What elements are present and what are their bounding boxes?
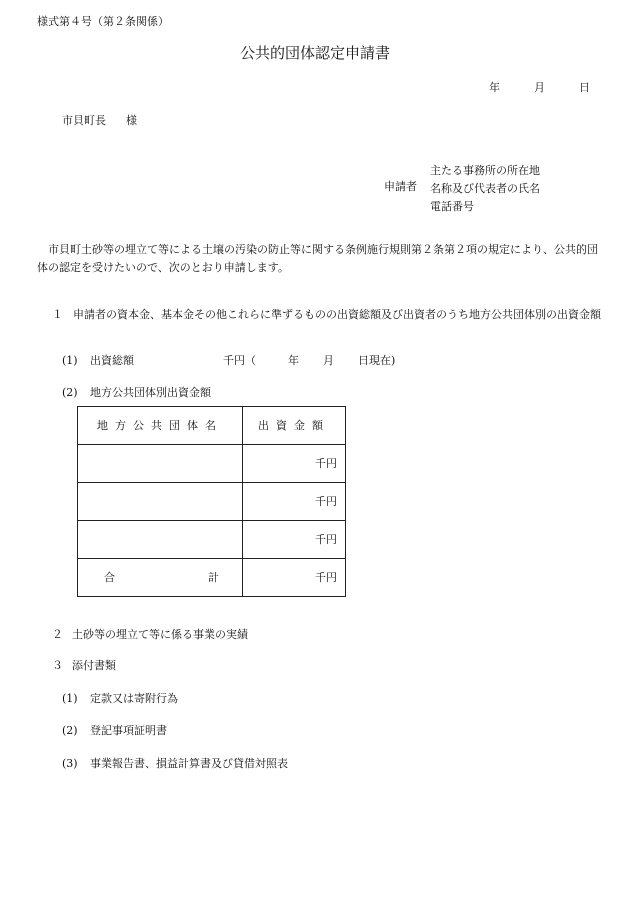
attachment-text: 事業報告書、損益計算書及び貸借対照表 <box>90 757 288 770</box>
table-row <box>78 483 346 521</box>
section-3-text: 添付書類 <box>72 659 116 672</box>
section-1 <box>52 306 630 324</box>
as-of-year: 年 <box>288 354 299 367</box>
capital-table <box>77 406 346 597</box>
amount-cell[interactable]: 千円 <box>243 521 346 559</box>
attachment-number: (3) <box>62 757 78 770</box>
total-capital-unit: 千円（ <box>223 354 256 367</box>
total-capital-label: 出資総額 <box>90 354 134 367</box>
body-name-cell[interactable] <box>78 445 243 483</box>
attachment-number: (2) <box>62 724 78 737</box>
date-year: 年 <box>489 81 500 94</box>
as-of-day: 日現在) <box>358 354 396 367</box>
table-header-row <box>78 407 346 445</box>
header-amount: 出資金額 <box>243 407 346 445</box>
date-day: 日 <box>579 81 590 94</box>
attachment-item <box>62 692 178 705</box>
section-2 <box>52 628 248 641</box>
table-row <box>78 521 346 559</box>
applicant-name-label: 名称及び代表者の氏名 <box>430 182 540 195</box>
total-label-right: 計 <box>208 570 219 584</box>
application-statement: 市貝町土砂等の埋立て等による土壌の汚染の防止等に関する条例施行規則第２条第２項の規定により、公共的団体の認定を受けたいので、次のとおり申請します。 <box>37 243 598 274</box>
attachment-text: 登記事項証明書 <box>90 724 167 737</box>
table-total-row <box>78 559 346 597</box>
table-row <box>78 445 346 483</box>
body-name-cell[interactable] <box>78 521 243 559</box>
section-3-number: ３ <box>52 659 63 672</box>
section-1-item-1 <box>62 354 395 367</box>
section-2-text: 土砂等の埋立て等に係る事業の実績 <box>72 628 248 641</box>
item-2-number: (2) <box>62 386 78 399</box>
attachment-item <box>62 724 167 737</box>
section-1-text: 申請者の資本金、基本金その他これらに準ずるものの出資総額及び出資者のうち地方公共団体別の出資金額 <box>73 308 601 321</box>
section-2-number: ２ <box>52 628 63 641</box>
total-label <box>78 559 243 597</box>
section-1-item-2 <box>62 386 211 399</box>
total-label-left: 合 <box>104 570 115 584</box>
date-month: 月 <box>534 81 545 94</box>
section-3 <box>52 659 116 672</box>
item-1-number: (1) <box>62 354 78 367</box>
as-of-month: 月 <box>323 354 334 367</box>
applicant-address-label: 主たる事務所の所在地 <box>430 164 540 177</box>
item-2-label: 地方公共団体別出資金額 <box>90 386 211 399</box>
form-number: 様式第４号（第２条関係） <box>37 15 169 28</box>
attachment-number: (1) <box>62 692 78 705</box>
page-title: 公共的団体認定申請書 <box>239 44 390 62</box>
applicant-phone-label: 電話番号 <box>430 200 474 213</box>
attachment-item <box>62 757 288 770</box>
section-1-number: １ <box>52 308 63 321</box>
total-amount-cell[interactable]: 千円 <box>243 559 346 597</box>
addressee <box>62 114 137 127</box>
body-name-cell[interactable] <box>78 483 243 521</box>
addressee-name: 市貝町長 <box>62 114 106 127</box>
amount-cell[interactable]: 千円 <box>243 483 346 521</box>
date-line <box>489 81 590 94</box>
header-body-name: 地方公共団体名 <box>78 407 243 445</box>
attachment-text: 定款又は寄附行為 <box>90 692 178 705</box>
applicant-fields <box>430 162 540 216</box>
applicant-label: 申請者 <box>384 180 417 193</box>
addressee-honorific: 様 <box>126 114 137 127</box>
amount-cell[interactable]: 千円 <box>243 445 346 483</box>
